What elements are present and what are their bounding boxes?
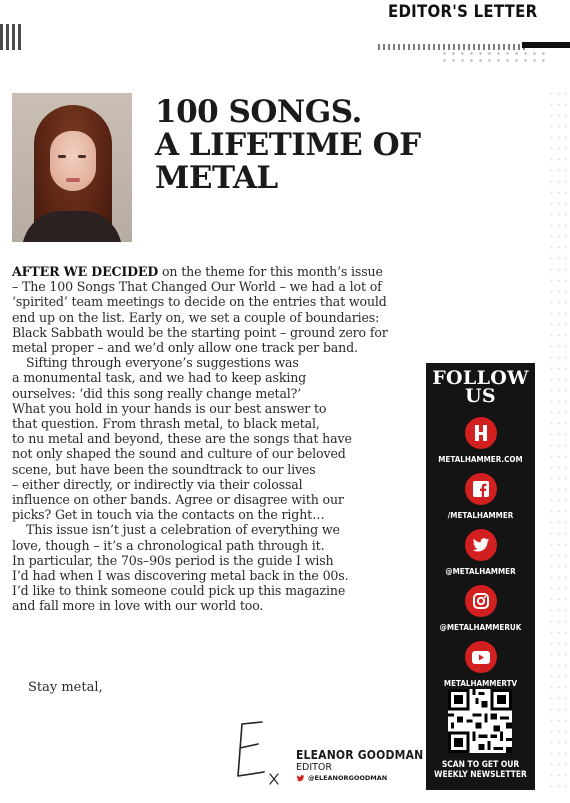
body-line: Sifting through everyone’s suggestions was (26, 355, 299, 371)
instagram-icon (465, 585, 497, 617)
headline-line: 100 SONGS. (155, 94, 362, 130)
body-line: What you hold in your hands is our best answer to (12, 400, 327, 416)
body-line: – The 100 Songs That Changed Our World – we had a lot of (12, 279, 382, 295)
body-line: picks? Get in touch via the contacts on the right… (12, 507, 325, 523)
metal-hammer-logo-icon (465, 417, 497, 449)
header-rule (522, 42, 570, 48)
signer-role: EDITOR (296, 762, 333, 773)
follow-item-label: METALHAMMER.COM (438, 454, 523, 464)
letter-body (12, 264, 415, 614)
body-line: a monumental task, and we had to keep asking (12, 370, 307, 386)
follow-item-label: @METALHAMMER (445, 566, 516, 576)
signature-graphic (228, 718, 288, 790)
follow-item-label: /METALHAMMER (447, 510, 514, 520)
follow-title: FOLLOW US (432, 367, 529, 407)
signer-handle[interactable]: @ELEANORGOODMAN (296, 774, 437, 782)
scan-caption: SCAN TO GET OUR WEEKLY NEWSLETTER (434, 759, 527, 779)
twitter-icon (296, 775, 305, 782)
signer-block (296, 748, 437, 782)
body-line: I’d like to think someone could pick up this magazine (12, 583, 346, 599)
body-line: end up on the list. Early on, we set a couple of boundaries: (12, 309, 380, 325)
follow-item-label: METALHAMMERTV (443, 678, 518, 688)
grunge-decoration (548, 88, 570, 788)
body-line: – either directly, or indirectly via their colossal (12, 476, 303, 492)
qr-code[interactable] (448, 689, 512, 753)
body-line: AFTER WE DECIDED on the theme for this month’s issue (12, 264, 383, 279)
headline (155, 96, 535, 195)
headline-line: A LIFETIME OF METAL (155, 127, 421, 196)
editor-photo (12, 93, 132, 242)
body-line: ourselves: ‘did this song really change metal?’ (12, 385, 302, 401)
facebook-icon (465, 473, 497, 505)
signoff: Stay metal, (28, 680, 103, 695)
follow-item-label: @METALHAMMERUK (439, 622, 522, 632)
youtube-icon (465, 641, 497, 673)
body-line: love, though – it’s a chronological path through it. (12, 537, 325, 553)
grunge-decoration (440, 50, 550, 64)
body-line: scene, but have been the soundtrack to our lives (12, 461, 316, 477)
body-line: not only shaped the sound and culture of our beloved (12, 446, 346, 462)
header-strip (0, 22, 570, 52)
follow-item-instagram[interactable] (426, 585, 535, 632)
body-line: that question. From thrash metal, to black metal, (12, 416, 320, 432)
grunge-decoration (0, 24, 22, 50)
follow-sidebar (426, 363, 535, 790)
body-line: Black Sabbath would be the starting point – ground zero for (12, 324, 388, 340)
body-line: ‘spirited’ team meetings to decide on the entries that would (12, 294, 387, 310)
follow-item-youtube[interactable] (426, 641, 535, 688)
follow-item-twitter[interactable] (426, 529, 535, 576)
body-line: This issue isn’t just a celebration of everything we (26, 522, 340, 538)
follow-item-facebook[interactable] (426, 473, 535, 520)
follow-item-website[interactable] (426, 417, 535, 464)
body-line: metal proper – and we’d only allow one track per band. (12, 340, 358, 356)
twitter-icon (465, 529, 497, 561)
header-bar (372, 22, 570, 50)
section-label: EDITOR'S LETTER (388, 2, 538, 22)
body-line: I’d had when I was discovering metal back in the 00s. (12, 568, 349, 584)
body-line: to nu metal and beyond, these are the songs that have (12, 431, 352, 447)
body-line: influence on other bands. Agree or disagree with our (12, 492, 344, 508)
lead-in: AFTER WE DECIDED (12, 264, 159, 279)
body-line: and fall more in love with our world too. (12, 598, 264, 614)
signer-name: ELEANOR GOODMAN (296, 748, 424, 762)
body-line: In particular, the 70s–90s period is the guide I wish (12, 552, 334, 568)
